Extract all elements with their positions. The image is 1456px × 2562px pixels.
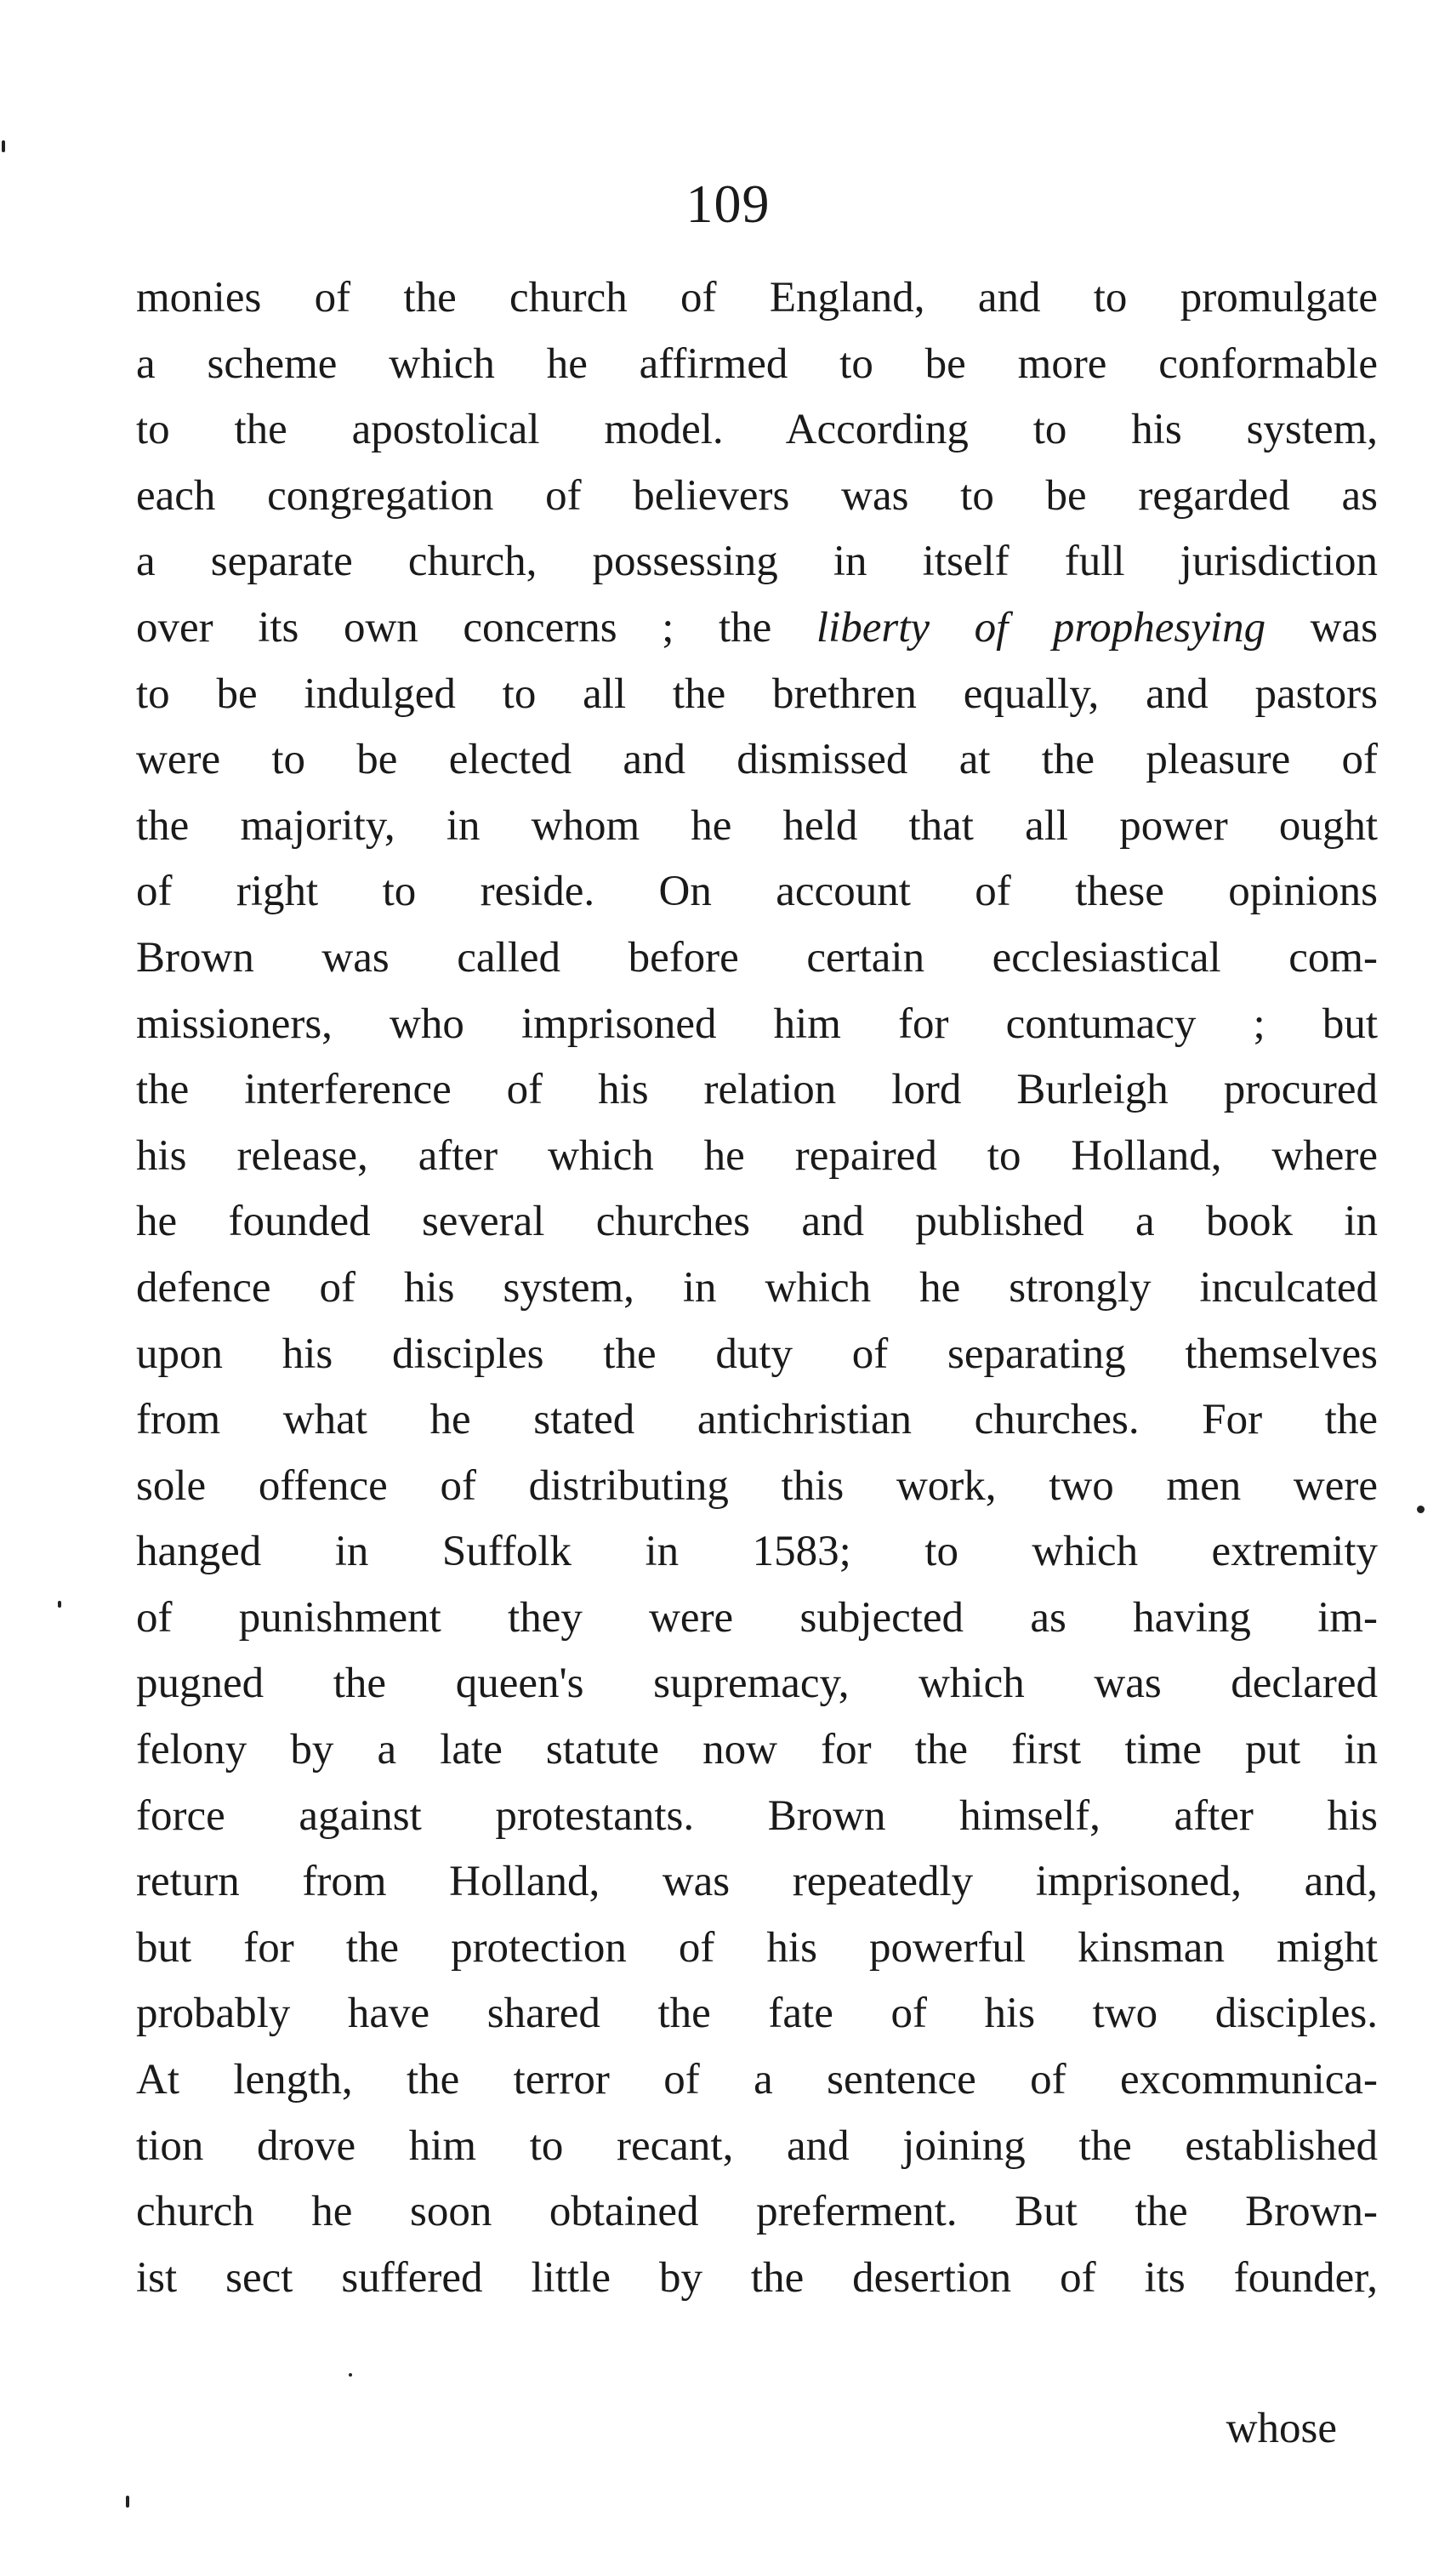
text-line: felony by a late statute now for the first time put in [136,1726,1378,1774]
text-line: sole offence of distributing this work, two men were [136,1461,1378,1510]
ink-speck [349,2373,352,2377]
text-line: a separate church, possessing in itself full jurisdiction [136,538,1378,586]
text-line: a scheme which he affirmed to be more conformable [136,339,1378,388]
text-line: the interference of his relation lord Burleigh procured [136,1066,1378,1114]
catchword: whose [1226,2405,1337,2452]
text-line: his release, after which he repaired to Holland, where [136,1131,1378,1180]
ink-speck [2,140,5,152]
text-line: to be indulged to all the brethren equally, and pastors [136,669,1378,718]
text-line: each congregation of believers was to be regarded as [136,471,1378,520]
text-line: probably have shared the fate of his two disciples. [136,1990,1378,2038]
text-line: return from Holland, was repeatedly imprisoned, and, [136,1858,1378,1906]
text-line: defence of his system, in which he strongly inculcated [136,1263,1378,1312]
text-line: the majority, in whom he held that all power ought [136,801,1378,850]
italic-phrase: liberty of prophesying [816,603,1266,652]
text-line: missioners, who imprisoned him for contumacy ; but [136,999,1378,1048]
text-line: hanged in Suffolk in 1583; to which extremity [136,1528,1378,1576]
text-line: were to be elected and dismissed at the pleasure of [136,736,1378,784]
text-line: over its own concerns ; the liberty of prophesying was [136,603,1378,652]
text-line: but for the protection of his powerful kinsman might [136,1923,1378,1972]
text-line: to the apostolical model. According to his system, [136,406,1378,454]
text-line: force against protestants. Brown himself, after his [136,1791,1378,1840]
ink-speck [126,2496,129,2508]
text-line: pugned the queen's supremacy, which was declared [136,1660,1378,1708]
text-line: upon his disciples the duty of separating themselves [136,1329,1378,1378]
text-line: church he soon obtained preferment. But the Brown- [136,2188,1378,2236]
text-line: tion drove him to recant, and joining the established [136,2121,1378,2170]
text-line: At length, the terror of a sentence of excommunica- [136,2056,1378,2104]
ink-speck [1417,1506,1425,1513]
text-line: he founded several churches and published a book in [136,1198,1378,1246]
text-line: monies of the church of England, and to promulgate [136,274,1378,322]
text-line: of right to reside. On account of these opinions [136,868,1378,916]
page-number: 109 [685,174,771,234]
text-line: Brown was called before certain ecclesiastical com- [136,933,1378,982]
ink-speck [58,1601,61,1608]
text-line: of punishment they were subjected as having im- [136,1593,1378,1642]
text-line: ist sect suffered little by the desertion of its founder, [136,2253,1378,2302]
text-line: from what he stated antichristian churches. For the [136,1396,1378,1444]
body-text [136,265,1378,2311]
